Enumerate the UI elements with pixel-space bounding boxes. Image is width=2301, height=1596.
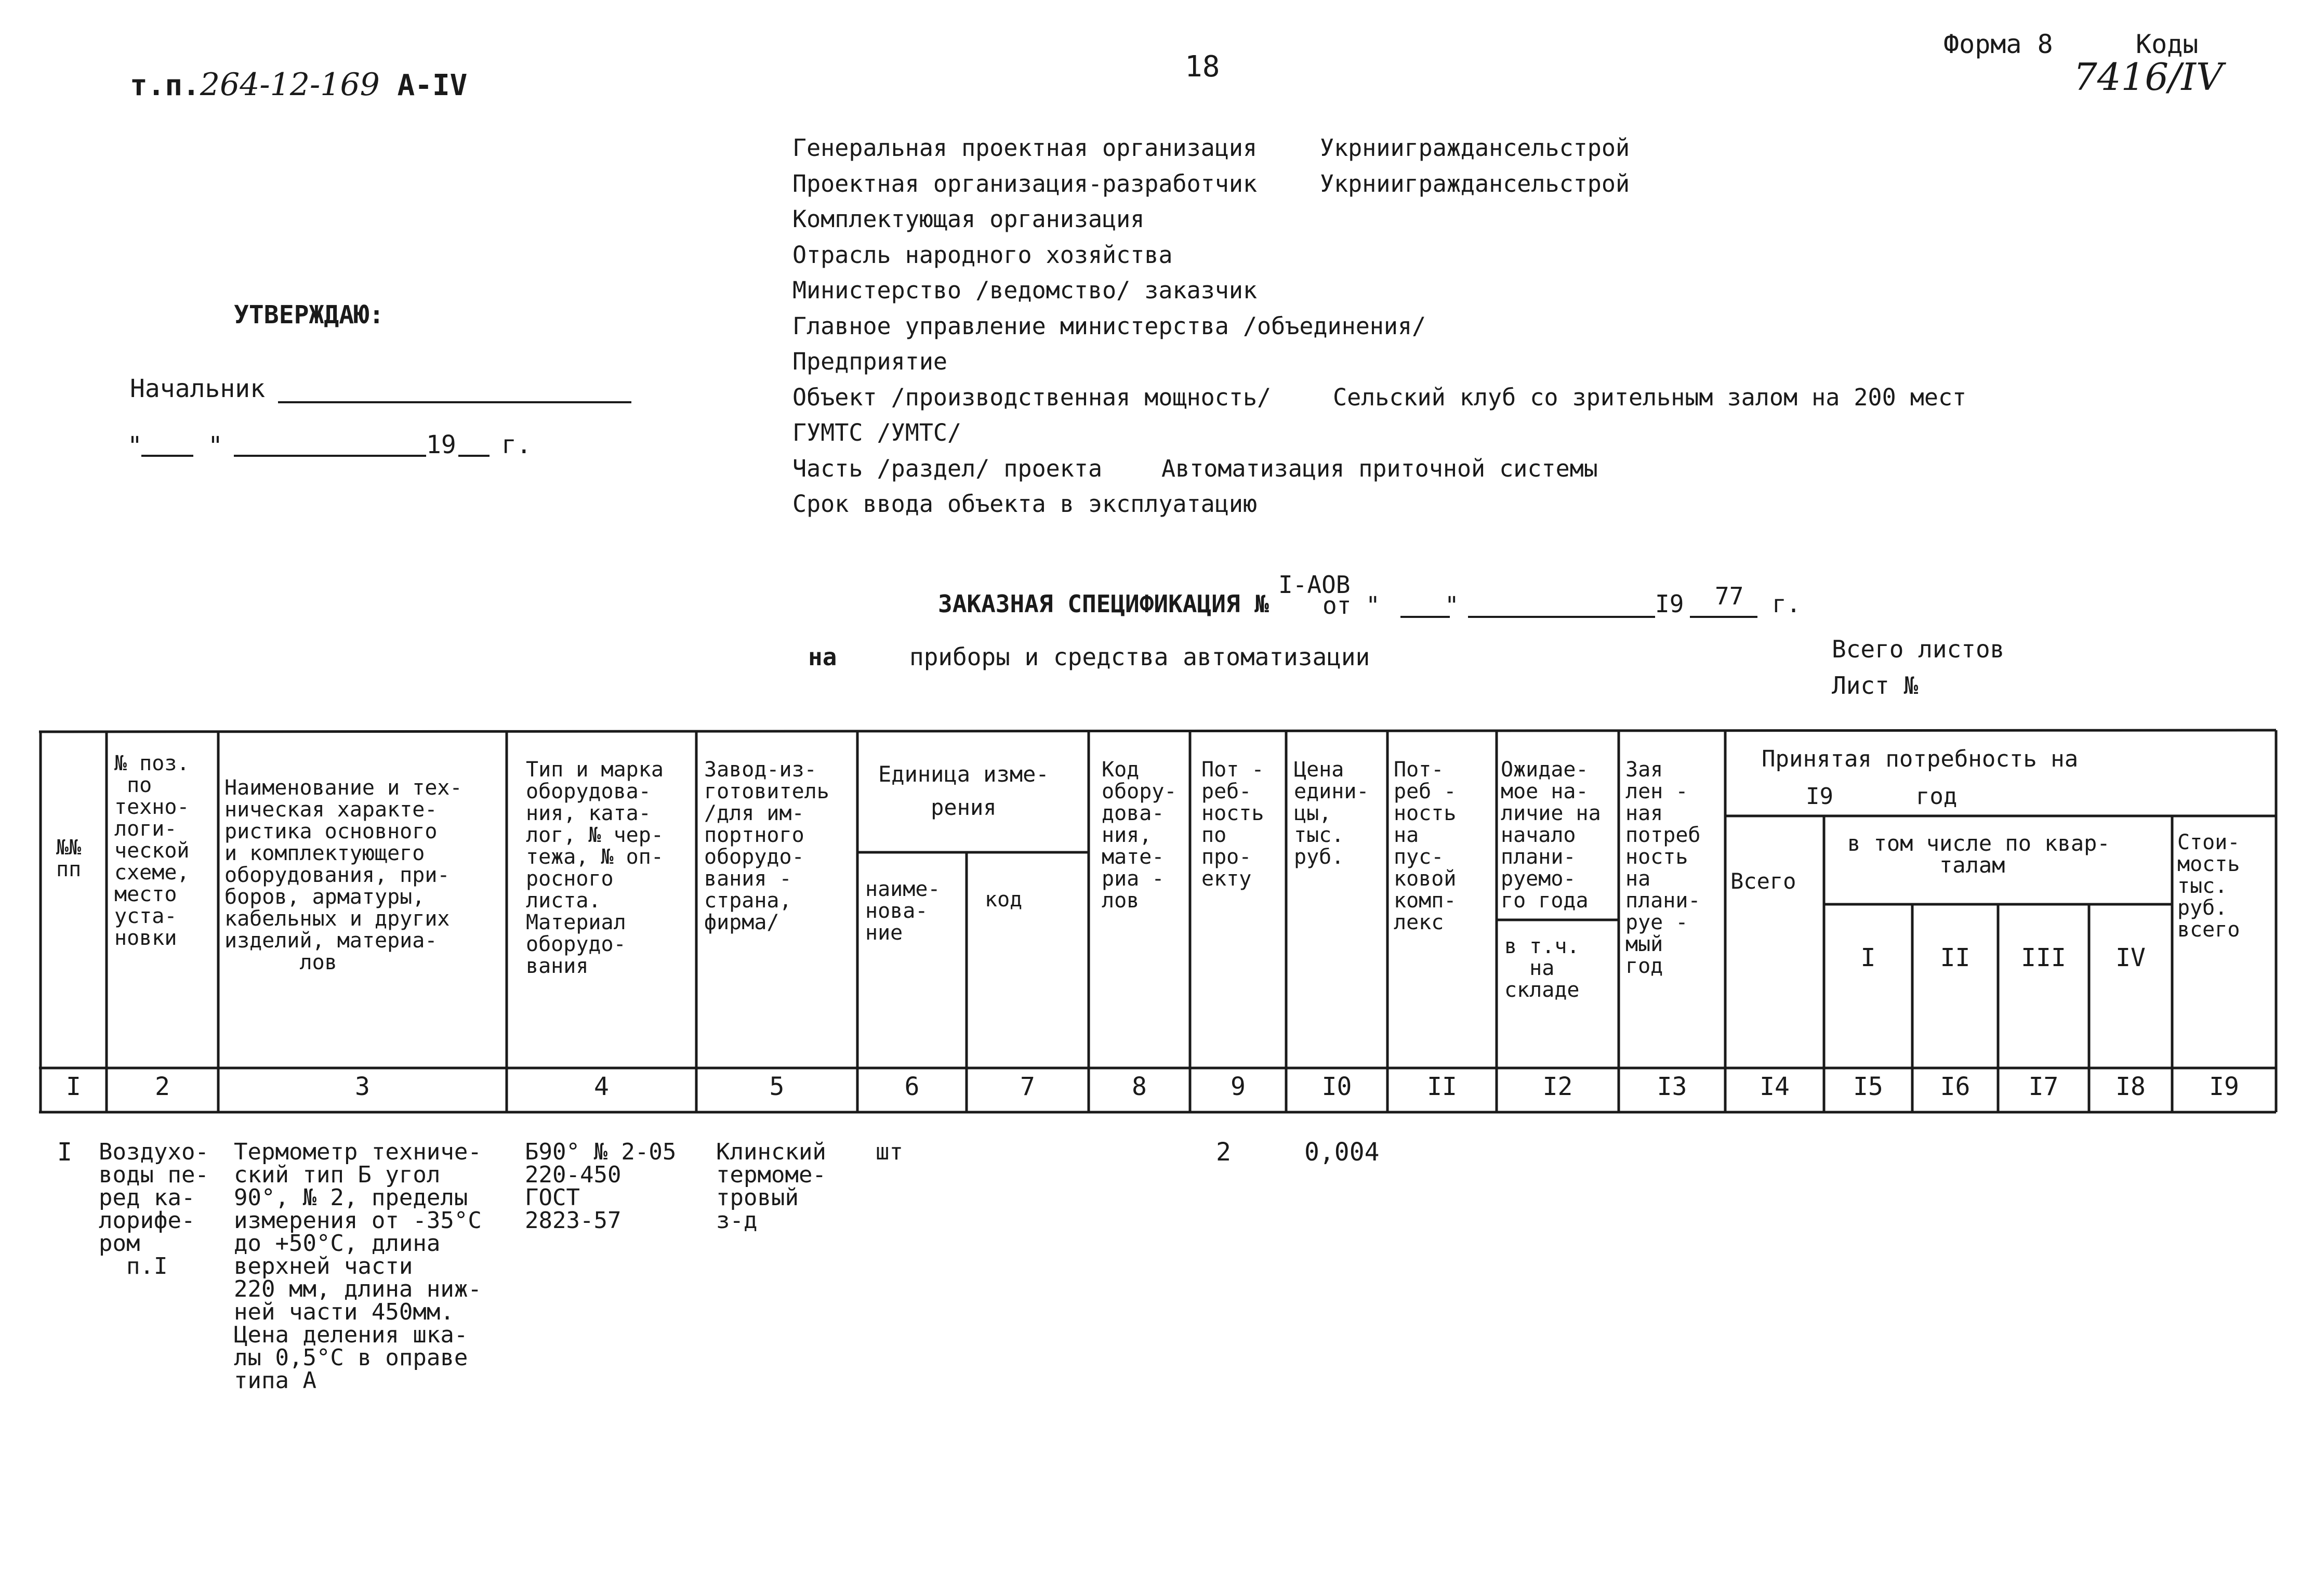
column-number-14: I4 (1760, 1072, 1790, 1101)
header-quarter-1: I (1860, 943, 1876, 972)
column-number-7: 7 (1020, 1072, 1035, 1101)
approval-year-suffix: г. (501, 430, 532, 459)
column-number-17: I7 (2028, 1072, 2059, 1101)
header-project-need: Пот - реб- ность по про- екту (1201, 758, 1264, 891)
header-row-number: №№ пп (56, 836, 82, 881)
header-expected-stock: Ожидае- мое на- личие на начало плани- руемо- го года (1501, 758, 1601, 913)
header-in-warehouse: в т.ч. на складе (1504, 934, 1580, 1002)
header-position: № поз. по техно- логи- ческой схеме, место уста- новки (114, 751, 190, 950)
header-accepted-year: I9 год (1806, 783, 1958, 810)
spec-for-label: на (808, 643, 837, 671)
header-maker: Завод-из- готовитель /для им- портного оборудо- вания - страна, фирма/ (704, 758, 829, 934)
header-equipment-code: Код обору- дова- ния, мате- риа - лов (1102, 758, 1177, 913)
code-number-handwritten: 264-12-169 (200, 67, 380, 103)
code-prefix: т.п. (130, 69, 200, 102)
spec-from-close: " (1445, 591, 1459, 619)
row-1-project-need: 2 (1216, 1138, 1231, 1167)
spec-for-value: приборы и средства автоматизации (909, 643, 1370, 671)
table-top-border (39, 730, 2276, 732)
column-number-18: I8 (2115, 1072, 2146, 1101)
org-label-1: Проектная организация-разработчик (792, 169, 1258, 197)
column-number-8: 8 (1132, 1072, 1147, 1101)
approval-title: УТВЕРЖДАЮ: (234, 300, 384, 329)
column-number-13: I3 (1657, 1072, 1687, 1101)
column-number-3: 3 (355, 1072, 370, 1101)
sheet-number-label: Лист № (1832, 671, 1919, 700)
code-value-handwritten: 7416/IV (2073, 55, 2223, 99)
org-label-7: Объект /производственная мощность/ (792, 383, 1272, 411)
org-value-1: Укрниигражданcельстрой (1320, 169, 1630, 197)
spec-number: I-АОВ (1278, 571, 1351, 599)
org-label-10: Срок ввода объекта в эксплуатацию (792, 490, 1258, 518)
header-total-cost: Стои- мость тыс. руб. всего (2177, 830, 2240, 942)
header-accepted-group: Принятая потребность на (1762, 746, 2079, 772)
header-type: Тип и марка оборудова- ния, ката- лог, № чер- тежа, № оп- росного листа. Материал оборудо- вания (526, 758, 664, 978)
header-quarter-3: III (2021, 943, 2066, 972)
column-number-16: I6 (1940, 1072, 1971, 1101)
spec-from-label: от " (1323, 591, 1380, 619)
column-number-2: 2 (155, 1072, 170, 1101)
spec-year-value: 77 (1715, 582, 1744, 610)
header-name: Наименование и тех- ническая характе- ристика основного и комплектующего оборудования, при- боров, арматуры, кабельных и других изделий, материа- лов (224, 776, 462, 974)
org-label-4: Министерство /ведомство/ заказчик (792, 276, 1258, 304)
column-number-5: 5 (769, 1072, 785, 1101)
approval-date-quote-close: " (208, 431, 223, 460)
org-label-0: Генеральная проектная организация (792, 134, 1258, 162)
spec-year-suffix: г. (1772, 590, 1801, 618)
chief-label: Начальник (130, 374, 266, 403)
header-declared-need: Зая лен - ная потреб ность на плани- руе - мый год (1625, 758, 1701, 978)
form-label: Форма 8 (1943, 29, 2053, 59)
row-1-position: Воздухо- воды пе- ред ка- лорифе- ром п.I (99, 1139, 209, 1280)
org-value-0: Укрниигражданcельстрой (1320, 134, 1630, 162)
row-1-type: Б90° № 2-05 220-450 ГОСТ 2823-57 (525, 1139, 677, 1234)
spec-year-prefix: I9 (1655, 590, 1684, 618)
header-startup-need: Пот- реб - ность на пус- ковой комп- лекс (1394, 758, 1457, 934)
column-number-9: 9 (1231, 1072, 1246, 1101)
row-1-name: Термометр техниче- ский тип Б угол 90°, № 2, пределы измерения от -35°С до +50°С, длина верхней части 220 мм, длина ниж- ней части 450мм. Цена деления шка- лы 0,5°С в оправе типа А (234, 1139, 482, 1394)
org-label-5: Главное управление министерства /объединения/ (792, 312, 1426, 340)
column-number-15: I5 (1853, 1072, 1883, 1101)
org-value-7: Сельский клуб со зрительным залом на 200 мест (1333, 383, 1967, 411)
org-label-2: Комплектующая организация (792, 205, 1145, 233)
row-1-number: I (57, 1138, 72, 1167)
header-quarters-group: в том числе по квар- талам (1847, 830, 2110, 878)
approval-year-prefix: 19 (426, 430, 456, 459)
row-1-maker: Клинский термоме- тровый з-д (716, 1139, 826, 1234)
code-suffix: А-IV (397, 69, 468, 102)
header-quarter-4: IV (2115, 943, 2146, 972)
column-number-4: 4 (594, 1072, 609, 1101)
approval-date-quote-open: " (127, 431, 142, 460)
page-number: 18 (1185, 50, 1220, 84)
row-1-unit: шт (876, 1139, 903, 1165)
column-number-6: 6 (904, 1072, 920, 1101)
column-number-1: I (66, 1072, 81, 1101)
org-value-9: Автоматизация приточной системы (1161, 454, 1598, 482)
column-number-11: II (1427, 1072, 1457, 1101)
header-unit-group: Единица изме- рения (878, 761, 1049, 820)
header-unit-code: код (985, 888, 1023, 912)
column-number-12: I2 (1542, 1072, 1573, 1101)
row-1-unit-price: 0,004 (1304, 1138, 1380, 1167)
org-label-8: ГУМТС /УМТС/ (792, 419, 962, 446)
header-quarter-2: II (1940, 943, 1971, 972)
header-unit-name: наиме- нова- ние (865, 877, 941, 945)
org-label-3: Отрасль народного хозяйства (792, 241, 1173, 269)
org-label-9: Часть /раздел/ проекта (792, 454, 1103, 482)
sheets-total-label: Всего листов (1832, 635, 2005, 663)
org-label-6: Предприятие (792, 348, 948, 375)
codes-label: Коды (2136, 29, 2199, 59)
column-number-10: I0 (1321, 1072, 1352, 1101)
spec-title: ЗАКАЗНАЯ СПЕЦИФИКАЦИЯ № (938, 590, 1269, 618)
column-number-19: I9 (2209, 1072, 2239, 1101)
header-unit-price: Цена едини- цы, тыс. руб. (1294, 758, 1369, 869)
header-total: Всего (1730, 868, 1796, 894)
